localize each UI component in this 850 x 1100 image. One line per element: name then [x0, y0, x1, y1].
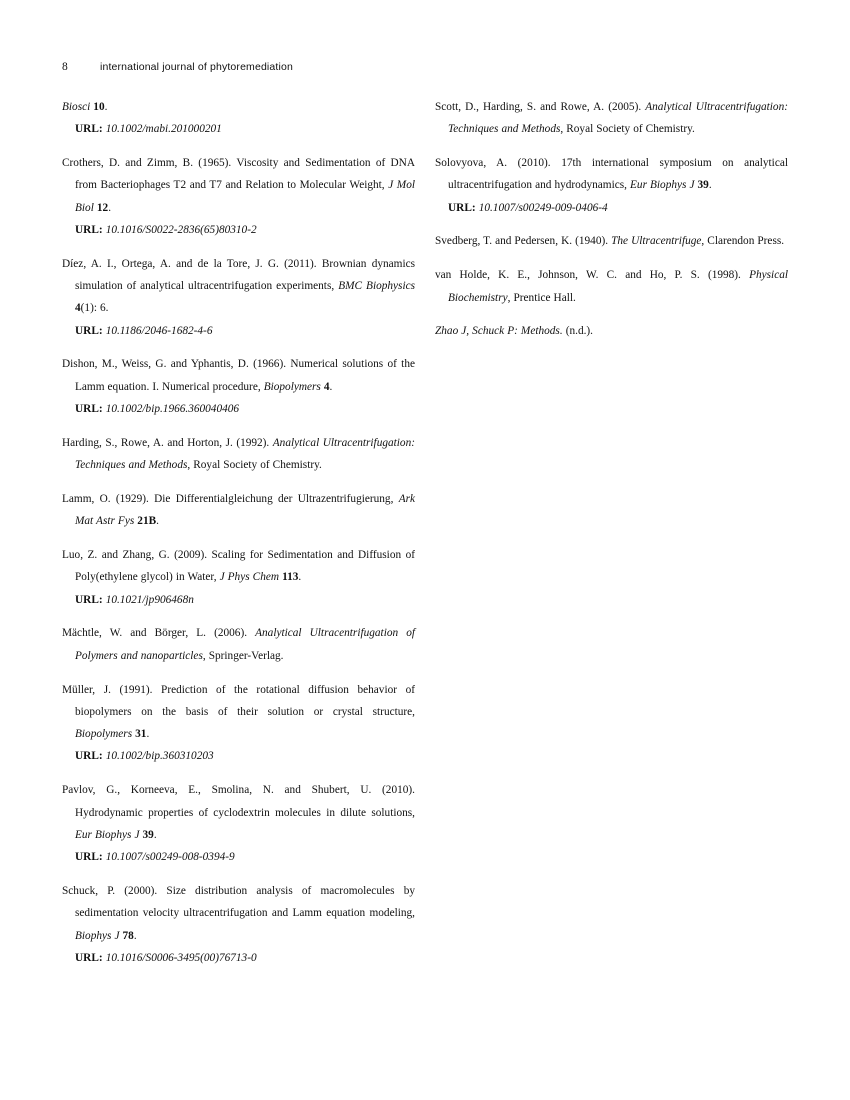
reference-text-segment: Díez, A. I., Ortega, A. and de la Tore, J. G. (2011). Brownian dynamics simulation of analytical ultracentrifugation experiments,: [62, 257, 415, 293]
reference-text-segment: (n.d.).: [562, 325, 593, 338]
reference-text-segment: 31: [135, 728, 147, 741]
reference-text-segment: J Mol Biol: [75, 179, 415, 214]
doi-label: URL:: [75, 951, 103, 964]
reference-text-segment: Crothers, D. and Zimm, B. (1965). Viscosity and Sedimentation of DNA from Bacteriophages T2 and T7 and Relation to Molecular Weight,: [62, 157, 415, 192]
reference-entry: [62, 622, 415, 667]
reference-text-segment: Analytical Ultracentrifugation: Techniques and Methods: [75, 436, 415, 472]
reference-text-segment: BMC Biophysics: [338, 280, 415, 293]
reference-doi-line: [75, 320, 415, 342]
reference-text-segment: Mächtle, W. and Börger, L. (2006).: [62, 627, 256, 640]
reference-entry: [62, 96, 415, 141]
reference-text-segment: Zhao J, Schuck P: Methods.: [435, 325, 563, 338]
doi-label: URL:: [75, 223, 103, 236]
doi-label: URL:: [75, 593, 103, 606]
reference-text-segment: Biopolymers: [75, 728, 136, 741]
reference-text-segment: Svedberg, T. and Pedersen, K. (1940).: [435, 235, 612, 248]
reference-text-segment: 113: [282, 571, 299, 584]
reference-text-segment: .: [104, 101, 108, 113]
reference-text-segment: .: [133, 929, 137, 942]
reference-text-segment: .: [156, 515, 159, 528]
reference-text-segment: The Ultracentrifuge: [611, 235, 702, 248]
reference-entry: [435, 264, 788, 309]
reference-text-segment: Müller, J. (1991). Prediction of the rotational diffusion behavior of biopolymers on the basis of their solution or crystal structure,: [62, 683, 415, 718]
reference-doi-line: [75, 846, 415, 868]
reference-doi-line: [448, 197, 788, 219]
reference-text-segment: , Royal Society of Chemistry.: [187, 459, 322, 472]
doi-label: URL:: [75, 750, 103, 763]
reference-text-segment: 78: [122, 929, 134, 942]
reference-entry: [62, 779, 415, 868]
reference-text-segment: .: [329, 380, 333, 393]
reference-text-segment: Eur Biophys J: [75, 828, 143, 841]
doi-value[interactable]: 10.1002/bip.1966.360040406: [105, 403, 240, 416]
reference-entry: [435, 230, 788, 252]
reference-text-segment: van Holde, K. E., Johnson, W. C. and Ho, P. S. (1998).: [435, 269, 750, 282]
doi-value[interactable]: 10.1007/s00249-008-0394-9: [105, 851, 235, 864]
reference-text-segment: Biophys J: [75, 929, 123, 942]
reference-text-segment: Pavlov, G., Korneeva, E., Smolina, N. and Shubert, U. (2010). Hydrodynamic properties of cyclodextrin molecules in dilute solutions,: [62, 784, 415, 819]
reference-text-segment: , Royal Society of Chemistry.: [560, 123, 695, 136]
running-head: [62, 61, 792, 79]
doi-label: URL:: [75, 851, 103, 864]
journal-title: international journal of phytoremediation: [100, 61, 293, 73]
reference-text-segment: J Phys Chem: [219, 571, 283, 584]
reference-text-segment: Luo, Z. and Zhang, G. (2009). Scaling for Sedimentation and Diffusion of Poly(ethylene glycol) in Water,: [62, 549, 415, 584]
reference-text-segment: Dishon, M., Weiss, G. and Yphantis, D. (1966). Numerical solutions of the Lamm equation. I. Numerical procedure,: [62, 358, 415, 393]
reference-columns: [62, 96, 791, 1071]
reference-entry: [435, 320, 788, 342]
reference-text-segment: .: [108, 201, 112, 214]
reference-text-segment: 21B: [137, 515, 157, 528]
reference-text-segment: Lamm, O. (1929). Die Differentialgleichung der Ultrazentrifugierung,: [62, 492, 399, 505]
reference-entry: [62, 353, 415, 420]
reference-entry: [435, 96, 788, 141]
reference-entry: [435, 152, 788, 219]
reference-text-segment: 39: [142, 828, 154, 841]
reference-text-segment: (1): 6.: [80, 302, 109, 315]
reference-doi-line: [75, 947, 415, 969]
reference-text-segment: 4: [75, 302, 81, 315]
reference-text-segment: 12: [96, 201, 109, 214]
reference-text-segment: Biosci: [62, 101, 94, 113]
doi-value[interactable]: 10.1186/2046-1682-4-6: [105, 324, 213, 337]
reference-column-right: [435, 96, 788, 1071]
reference-doi-line: [75, 589, 415, 611]
reference-entry: [62, 880, 415, 969]
page-number: 8: [62, 61, 68, 73]
reference-text-segment: , Prentice Hall.: [507, 291, 576, 304]
reference-entry: [62, 253, 415, 342]
reference-text-segment: Analytical Ultracentrifugation: Techniques and Methods: [448, 101, 788, 136]
doi-value[interactable]: 10.1007/s00249-009-0406-4: [478, 201, 608, 214]
reference-text-segment: Schuck, P. (2000). Size distribution analysis of macromolecules by sedimentation velocity ultracentrifugation and Lamm equation modeling,: [62, 884, 415, 920]
reference-text-segment: 10: [93, 101, 105, 113]
doi-label: URL:: [75, 123, 103, 136]
reference-text-segment: .: [153, 828, 157, 841]
reference-doi-line: [75, 118, 415, 140]
reference-doi-line: [75, 219, 415, 241]
reference-text-segment: Harding, S., Rowe, A. and Horton, J. (1992).: [62, 436, 273, 449]
doi-label: URL:: [75, 324, 103, 337]
reference-text-segment: , Clarendon Press.: [701, 235, 785, 248]
reference-text-segment: Analytical Ultracentrifugation of Polymers and nanoparticles: [75, 627, 416, 662]
reference-entry: [62, 488, 415, 533]
reference-column-left: [62, 96, 415, 1071]
doi-value[interactable]: 10.1021/jp906468n: [105, 593, 194, 606]
doi-label: URL:: [448, 201, 476, 214]
reference-text-segment: 4: [323, 380, 330, 393]
doi-value[interactable]: 10.1016/S0022-2836(65)80310-2: [105, 223, 257, 236]
doi-value[interactable]: 10.1016/S0006-3495(00)76713-0: [105, 951, 257, 964]
doi-value[interactable]: 10.1002/bip.360310203: [105, 750, 214, 763]
reference-text-segment: Biopolymers: [263, 380, 324, 393]
doi-value[interactable]: 10.1002/mabi.201000201: [105, 123, 222, 136]
reference-text-segment: Eur Biophys J: [630, 179, 698, 192]
reference-text-segment: .: [146, 728, 150, 741]
doi-label: URL:: [75, 403, 103, 416]
reference-text-segment: Solovyova, A. (2010). 17th international symposium on analytical ultracentrifugation and hydrodynamics,: [435, 157, 788, 192]
reference-doi-line: [75, 745, 415, 767]
reference-text-segment: .: [708, 179, 712, 192]
reference-entry: [62, 544, 415, 611]
reference-entry: [62, 679, 415, 768]
reference-entry: [62, 432, 415, 477]
reference-text-segment: , Springer-Verlag.: [202, 649, 284, 662]
reference-text-segment: .: [298, 571, 302, 584]
reference-text-segment: 39: [697, 179, 709, 192]
reference-doi-line: [75, 398, 415, 420]
reference-text-segment: Physical Biochemistry: [448, 269, 788, 304]
reference-text-segment: Ark Mat Astr Fys: [75, 492, 415, 528]
reference-entry: [62, 152, 415, 241]
reference-text-segment: Scott, D., Harding, S. and Rowe, A. (2005).: [435, 101, 646, 113]
